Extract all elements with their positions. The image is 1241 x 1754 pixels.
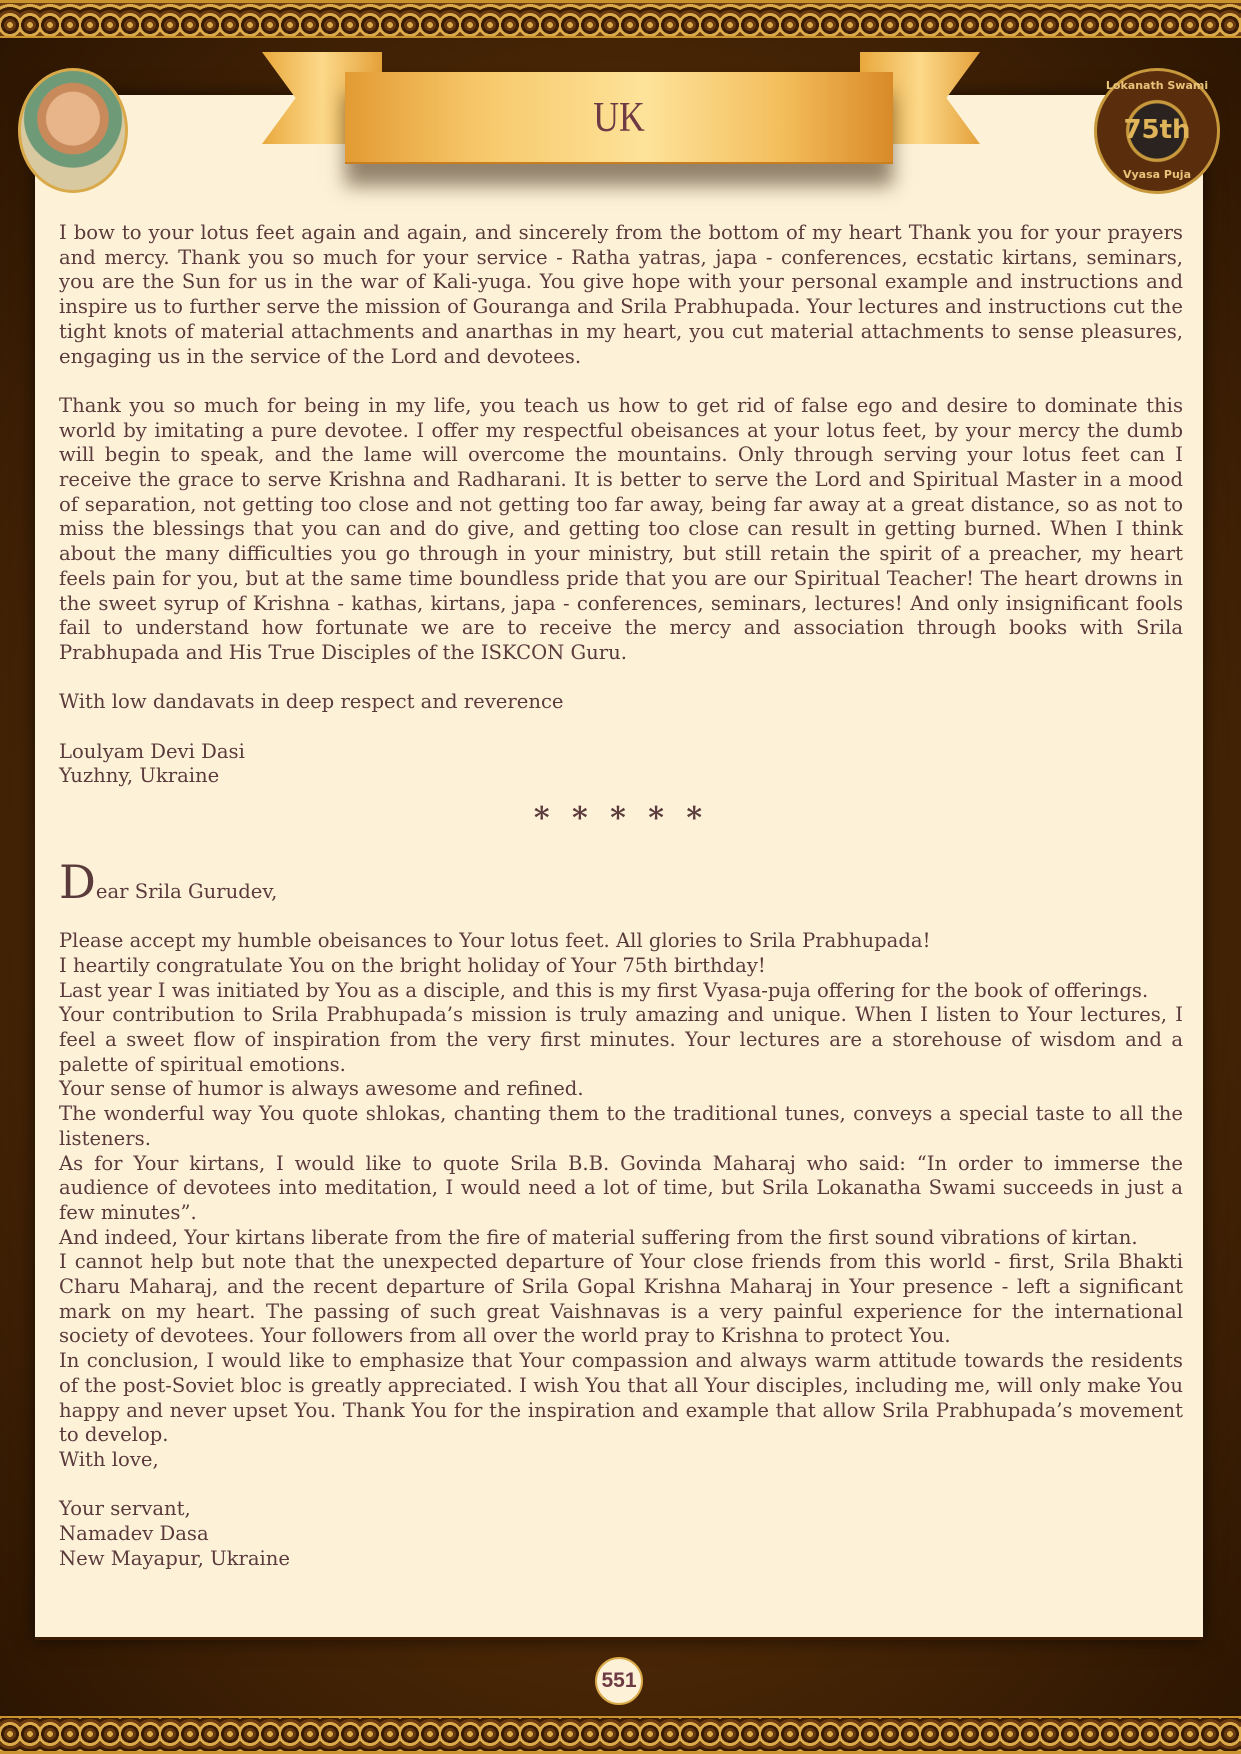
paragraph: With love,	[59, 1447, 159, 1471]
salutation	[59, 854, 1183, 909]
drop-cap: D	[59, 854, 96, 909]
paragraph: Thank you so much for being in my life, you teach us how to get rid of false ego and desire to dominate this world by imitating a pure devotee. I offer my respectful obeisances at your lotus feet, by your mercy the dumb will begin to speak, and the lame will overcome the mountains. Only through serving your lotus feet can I receive the grace to serve Krishna and Radharani. It is better to serve the Lord and Spiritual Master in a mood of separation, not getting too close and not getting too far away, being far away at a great distance, so as not to miss the blessings that you can and do give, and getting too close can result in getting burned. When I think about the many difficulties you go through in your ministry, but still retain the spirit of a preacher, my heart feels pain for you, but at the same time boundless pride that you are our Spiritual Teacher! The heart drowns in the sweet syrup of Krishna - kathas, kirtans, japa - conferences, seminars, lectures! And only insignificant fools fail to understand how fortunate we are to receive the mercy and association through books with Srila Prabhupada and His True Disciples of the ISKCON Guru.	[59, 393, 1183, 664]
offerings-content	[59, 221, 1183, 1571]
paragraph: Your sense of humor is always awesome and refined.	[59, 1077, 584, 1101]
paragraph: Please accept my humble obeisances to Your lotus feet. All glories to Srila Prabhupada!	[59, 929, 931, 953]
title-ribbon	[345, 72, 893, 164]
closing-line: With low dandavats in deep respect and reverence	[59, 690, 564, 714]
closing: Your servant,	[59, 1497, 191, 1521]
badge-top-text: Lokanath Swami	[1105, 79, 1209, 92]
signature-name: Namadev Dasa	[59, 1522, 209, 1546]
separator-stars: * * * * *	[533, 801, 709, 837]
paragraph: I heartily congratulate You on the bright holiday of Your 75th birthday!	[59, 953, 766, 977]
paragraph: As for Your kirtans, I would like to quote Srila B.B. Govinda Maharaj who said: “In order to immerse the audience of devotees into meditation, I would need a lot of time, but Srila Lokanatha Swami succeeds in just a few minutes”.	[59, 1151, 1183, 1224]
bottom-ornamental-border	[0, 1716, 1241, 1754]
paragraph: I cannot help but note that the unexpected departure of Your close friends from this world - first, Srila Bhakti Charu Maharaj, and the recent departure of Srila Gopal Krishna Maharaj in Your presence - left a significant mark on my heart. The passing of such great Vaishnavas is a very painful experience for the international society of devotees. Your followers from all over the world pray to Krishna to protect You.	[59, 1250, 1183, 1348]
top-ornamental-border	[0, 0, 1241, 38]
paragraph: I bow to your lotus feet again and again, and sincerely from the bottom of my heart Thank you for your prayers and mercy. Thank you so much for your service - Ratha yatras, japa - conferences, ecstatic kirtans, seminars, you are the Sun for us in the war of Kali-yuga. You give hope with your personal example and instructions and inspire us to further serve the mission of Gouranga and Srila Prabhupada. Your lectures and instructions cut the tight knots of material attachments and anarthas in my heart, you cut material attachments to sense pleasures, engaging us in the service of the Lord and devotees.	[59, 221, 1183, 368]
signature-name: Loulyam Devi Dasi	[59, 739, 245, 763]
salutation-text: ear Srila Gurudev,	[95, 879, 278, 903]
signature-place: Yuzhny, Ukraine	[59, 764, 220, 788]
guru-photo	[18, 68, 128, 193]
paragraph: And indeed, Your kirtans liberate from the fire of material suffering from the first sound vibrations of kirtan.	[59, 1225, 1138, 1249]
paragraph: The wonderful way You quote shlokas, chanting them to the traditional tunes, conveys a special taste to all the listeners.	[59, 1102, 1183, 1150]
page-title: UK	[593, 95, 645, 141]
signature-place: New Mayapur, Ukraine	[59, 1546, 290, 1570]
badge-number: 75th	[1123, 115, 1191, 145]
anniversary-badge-logo	[1094, 68, 1220, 194]
paragraph: Last year I was initiated by You as a disciple, and this is my first Vyasa-puja offering for the book of offerings.	[59, 978, 1149, 1002]
page-number: 551	[595, 1657, 643, 1705]
badge-bottom-text: Vyasa Puja	[1123, 168, 1191, 181]
paragraph: In conclusion, I would like to emphasize that Your compassion and always warm attitude towards the residents of the post-Soviet bloc is greatly appreciated. I wish You that all Your disciples, including me, will only make You happy and never upset You. Thank You for the inspiration and example that allow Srila Prabhupada’s movement to develop.	[59, 1349, 1183, 1447]
paragraph: Your contribution to Srila Prabhupada’s mission is truly amazing and unique. When I listen to Your lectures, I feel a sweet flow of inspiration from the very first minutes. Your lectures are a storehouse of wisdom and a palette of spiritual emotions.	[59, 1003, 1183, 1076]
